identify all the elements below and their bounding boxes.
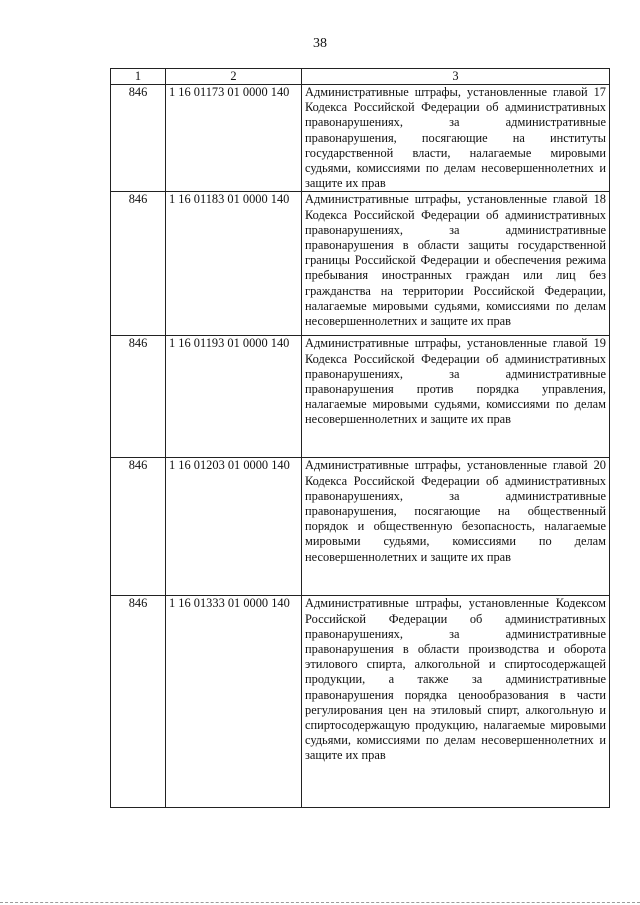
column-header-1: 1 — [111, 69, 166, 85]
table-row — [111, 458, 610, 596]
table-row — [111, 192, 610, 336]
description-cell: Административные штрафы, установленные Кодексом Российской Федерации об административных правонарушениях, за административные правонарушения в области производства и оборота этилового спирта, алкогольной и спиртосодержащей продукции, а также за административные правонарушения порядка ценообразования в части регулирования цен на этиловый спирт, алкогольную и спиртосодержащую продукцию, налагаемые мировыми судьями, комиссиями по делам несовершеннолетних и защите их прав — [302, 596, 610, 808]
admin-code-cell: 846 — [111, 336, 166, 458]
admin-code-cell: 846 — [111, 596, 166, 808]
budget-code-cell: 1 16 01333 01 0000 140 — [166, 596, 302, 808]
table-row — [111, 85, 610, 192]
description-cell: Административные штрафы, установленные главой 19 Кодекса Российской Федерации об административных правонарушениях, за административные правонарушения против порядка управления, налагаемые мировыми судьями, комиссиями по делам несовершеннолетних и защите их прав — [302, 336, 610, 458]
budget-codes-table — [110, 68, 610, 808]
table-row — [111, 596, 610, 808]
description-cell: Административные штрафы, установленные главой 18 Кодекса Российской Федерации об административных правонарушениях, за административные правонарушения в области защиты государственной границы Российской Федерации и обеспечения режима пребывания иностранных граждан или лиц без гражданства на территории Российской Федерации, налагаемые мировыми судьями, комиссиями по делам несовершеннолетних и защите их прав — [302, 192, 610, 336]
table-row — [111, 336, 610, 458]
page-number: 38 — [313, 36, 327, 51]
budget-code-cell: 1 16 01183 01 0000 140 — [166, 192, 302, 336]
admin-code-cell: 846 — [111, 85, 166, 192]
description-cell: Административные штрафы, установленные главой 20 Кодекса Российской Федерации об административных правонарушениях, за административные правонарушения, посягающие на общественный порядок и общественную безопасность, налагаемые мировыми судьями, комиссиями по делам несовершеннолетних и защите их прав — [302, 458, 610, 596]
column-header-3: 3 — [302, 69, 610, 85]
column-header-2: 2 — [166, 69, 302, 85]
budget-code-cell: 1 16 01193 01 0000 140 — [166, 336, 302, 458]
admin-code-cell: 846 — [111, 458, 166, 596]
admin-code-cell: 846 — [111, 192, 166, 336]
budget-code-cell: 1 16 01173 01 0000 140 — [166, 85, 302, 192]
page-bottom-divider — [0, 902, 640, 903]
budget-code-cell: 1 16 01203 01 0000 140 — [166, 458, 302, 596]
table-header-row — [111, 69, 610, 85]
description-cell: Административные штрафы, установленные главой 17 Кодекса Российской Федерации об административных правонарушениях, за административные правонарушения, посягающие на институты государственной власти, налагаемые мировыми судьями, комиссиями по делам несовершеннолетних и защите их прав — [302, 85, 610, 192]
